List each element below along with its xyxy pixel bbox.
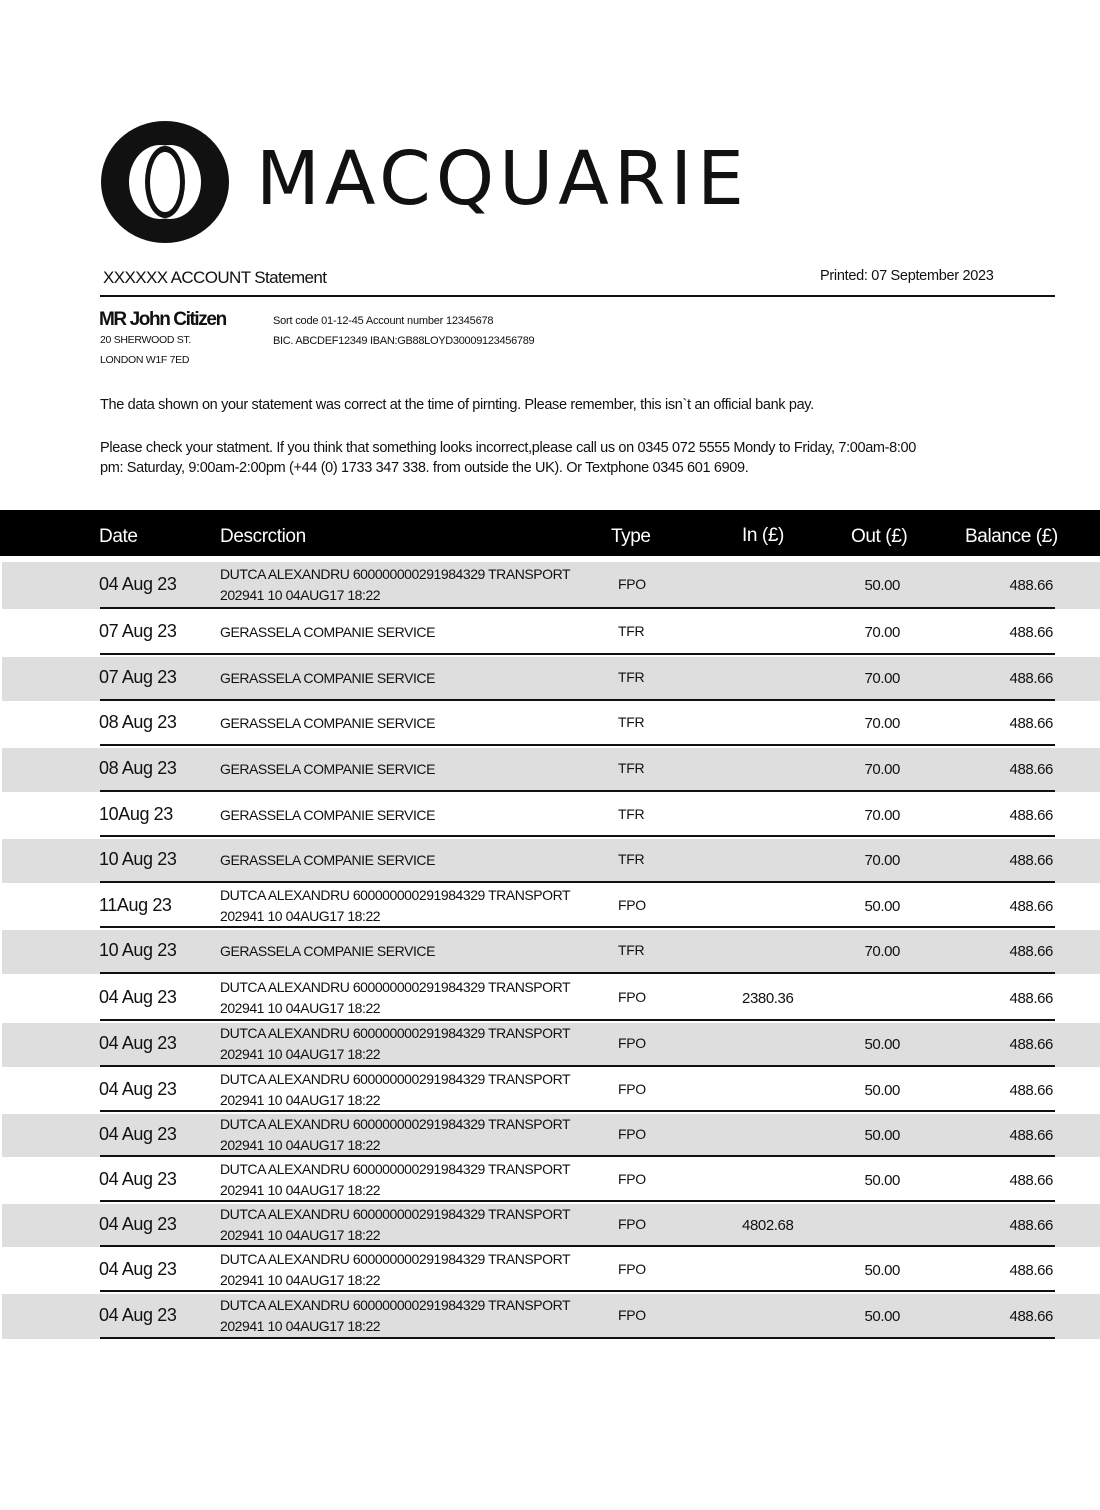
account-details: Sort code 01-12-45 Account number 12345678 [273,315,494,327]
transaction-type: FPO [618,1171,646,1187]
row-divider [100,1245,1055,1247]
table-row [0,930,1100,974]
row-divider [100,1200,1055,1202]
transaction-description [220,885,570,927]
balance: 488.66 [1009,624,1053,641]
amount-out: 50.00 [864,1082,900,1099]
balance: 488.66 [1009,1308,1053,1325]
transaction-description [220,850,435,871]
transaction-type: FPO [618,989,646,1005]
transaction-date: 04 Aug 23 [99,1214,177,1234]
balance: 488.66 [1009,1127,1053,1144]
table-row [0,1069,1100,1112]
bank-logo [100,120,749,245]
transaction-description [220,1249,570,1291]
header-date: Date [99,526,138,547]
row-divider [100,1110,1055,1112]
balance: 488.66 [1009,1217,1053,1234]
description-line-2: 202941 10 04AUG17 18:22 [220,1046,381,1062]
table-row [0,1114,1100,1157]
transaction-date: 04 Aug 23 [99,1124,177,1144]
description-line-1: GERASSELA COMPANIE SERVICE [220,670,435,686]
transaction-type: FPO [618,1216,646,1232]
transaction-description [220,1114,570,1156]
transaction-date: 04 Aug 23 [99,1033,177,1053]
balance: 488.66 [1009,807,1053,824]
transaction-description [220,759,435,780]
transaction-type: FPO [618,1307,646,1323]
balance: 488.66 [1009,1262,1053,1279]
amount-in: 2380.36 [742,990,794,1007]
row-divider [100,653,1055,655]
amount-out: 50.00 [864,1036,900,1053]
description-line-1: DUTCA ALEXANDRU 600000000291984329 TRANSPORT [220,1161,571,1177]
balance: 488.66 [1009,943,1053,960]
transaction-description [220,668,435,689]
amount-in: 4802.68 [742,1217,794,1234]
table-row [0,1159,1100,1202]
row-divider [100,607,1055,609]
transaction-date: 08 Aug 23 [99,758,177,778]
description-line-1: DUTCA ALEXANDRU 600000000291984329 TRANSPORT [220,1116,571,1132]
transaction-date: 04 Aug 23 [99,1169,177,1189]
printed-date: Printed: 07 September 2023 [820,268,994,284]
transaction-date: 08 Aug 23 [99,712,177,732]
description-line-1: GERASSELA COMPANIE SERVICE [220,807,435,823]
transaction-description [220,1069,570,1111]
transaction-description [220,977,570,1019]
transaction-type: FPO [618,1081,646,1097]
transaction-type: FPO [618,576,646,592]
transaction-type: FPO [618,1126,646,1142]
table-row [0,611,1100,655]
description-line-2: 202941 10 04AUG17 18:22 [220,1000,381,1016]
balance: 488.66 [1009,1172,1053,1189]
amount-out: 70.00 [864,624,900,641]
transaction-description [220,805,435,826]
amount-out: 70.00 [864,852,900,869]
amount-out: 50.00 [864,1262,900,1279]
row-divider [100,1019,1055,1021]
transaction-description [220,1204,570,1246]
table-row [0,976,1100,1021]
bic-iban-details: BIC. ABCDEF12349 IBAN:GB88LOYD30009123456789 [273,335,535,347]
transaction-type: TFR [618,760,645,776]
balance: 488.66 [1009,761,1053,778]
balance: 488.66 [1009,1036,1053,1053]
transaction-description [220,941,435,962]
transaction-date: 07 Aug 23 [99,621,177,641]
transaction-description [220,622,435,643]
header-out: Out (£) [851,526,908,547]
table-row [0,1294,1100,1339]
transaction-date: 10Aug 23 [99,804,173,824]
amount-out: 50.00 [864,1308,900,1325]
transaction-date: 04 Aug 23 [99,1259,177,1279]
customer-name: MR John Citizen [99,309,226,330]
transaction-date: 04 Aug 23 [99,1079,177,1099]
balance: 488.66 [1009,1082,1053,1099]
transaction-description [220,713,435,734]
row-divider [100,972,1055,974]
table-row [0,885,1100,928]
transaction-type: FPO [618,1035,646,1051]
row-divider [100,835,1055,837]
balance: 488.66 [1009,852,1053,869]
row-divider [100,926,1055,928]
bank-wordmark: MACQUARIE [256,136,749,222]
description-line-1: DUTCA ALEXANDRU 600000000291984329 TRANSPORT [220,1297,571,1313]
transaction-type: FPO [618,1261,646,1277]
transaction-type: TFR [618,806,645,822]
description-line-2: 202941 10 04AUG17 18:22 [220,1092,381,1108]
row-divider [100,1290,1055,1292]
description-line-2: 202941 10 04AUG17 18:22 [220,1272,381,1288]
transactions-table-header [0,510,1100,556]
description-line-1: GERASSELA COMPANIE SERVICE [220,624,435,640]
balance: 488.66 [1009,715,1053,732]
transaction-description [220,564,570,606]
header-divider [100,295,1055,297]
description-line-1: DUTCA ALEXANDRU 600000000291984329 TRANSPORT [220,1251,571,1267]
balance: 488.66 [1009,577,1053,594]
transaction-date: 04 Aug 23 [99,574,177,594]
amount-out: 70.00 [864,715,900,732]
description-line-1: DUTCA ALEXANDRU 600000000291984329 TRANSPORT [220,1206,571,1222]
description-line-2: 202941 10 04AUG17 18:22 [220,1227,381,1243]
table-row [0,1023,1100,1067]
description-line-2: 202941 10 04AUG17 18:22 [220,1137,381,1153]
description-line-1: GERASSELA COMPANIE SERVICE [220,852,435,868]
row-divider [100,881,1055,883]
table-row [0,657,1100,701]
row-divider [100,1155,1055,1157]
amount-out: 70.00 [864,761,900,778]
description-line-1: DUTCA ALEXANDRU 600000000291984329 TRANSPORT [220,979,571,995]
transaction-date: 10 Aug 23 [99,849,177,869]
table-row [0,702,1100,746]
row-divider [100,744,1055,746]
amount-out: 70.00 [864,943,900,960]
amount-out: 50.00 [864,577,900,594]
transaction-type: TFR [618,623,645,639]
transaction-type: TFR [618,669,645,685]
table-row [0,839,1100,883]
description-line-2: 202941 10 04AUG17 18:22 [220,908,381,924]
row-divider [100,1065,1055,1067]
transaction-date: 10 Aug 23 [99,940,177,960]
table-row [0,748,1100,792]
row-divider [100,1337,1055,1339]
description-line-1: DUTCA ALEXANDRU 600000000291984329 TRANSPORT [220,566,571,582]
address-line-1: 20 SHERWOOD ST. [100,334,191,346]
balance: 488.66 [1009,670,1053,687]
macquarie-holey-dollar-icon [100,120,230,244]
transaction-date: 04 Aug 23 [99,1305,177,1325]
row-divider [100,790,1055,792]
description-line-1: DUTCA ALEXANDRU 600000000291984329 TRANSPORT [220,887,571,903]
transaction-date: 04 Aug 23 [99,987,177,1007]
description-line-1: DUTCA ALEXANDRU 600000000291984329 TRANSPORT [220,1025,571,1041]
transaction-type: TFR [618,851,645,867]
amount-out: 70.00 [864,670,900,687]
description-line-1: GERASSELA COMPANIE SERVICE [220,761,435,777]
transaction-type: TFR [618,714,645,730]
description-line-2: 202941 10 04AUG17 18:22 [220,1182,381,1198]
description-line-2: 202941 10 04AUG17 18:22 [220,1318,381,1334]
transaction-type: TFR [618,942,645,958]
table-row [0,1204,1100,1247]
balance: 488.66 [1009,898,1053,915]
row-divider [100,699,1055,701]
description-line-1: DUTCA ALEXANDRU 600000000291984329 TRANSPORT [220,1071,571,1087]
table-row [0,562,1100,609]
accuracy-note: The data shown on your statement was correct at the time of pirnting. Please remember, this isn`t an official bank pay. [100,397,814,413]
description-line-2: 202941 10 04AUG17 18:22 [220,587,381,603]
transaction-date: 11Aug 23 [99,895,172,915]
balance: 488.66 [1009,990,1053,1007]
statement-title: XXXXXX ACCOUNT Statement [103,268,327,287]
transaction-date: 07 Aug 23 [99,667,177,687]
header-in: In (£) [742,525,784,546]
header-balance: Balance (£) [965,526,1058,547]
transaction-description [220,1159,570,1201]
transaction-description [220,1295,570,1337]
amount-out: 50.00 [864,1127,900,1144]
description-line-1: GERASSELA COMPANIE SERVICE [220,715,435,731]
amount-out: 70.00 [864,807,900,824]
header-description: Descrction [220,526,306,547]
amount-out: 50.00 [864,898,900,915]
table-row [0,794,1100,837]
contact-note: Please check your statment. If you think that something looks incorrect,please call us on 0345 072 5555 Mondy to Friday, 7:00am-8:00 pm: Saturday, 9:00am-2:00pm (+44 (0) 1733 347 338. from outside the UK). Or Textphone 0345 601 6909. [100,440,916,476]
amount-out: 50.00 [864,1172,900,1189]
address-line-2: LONDON W1F 7ED [100,354,190,366]
transaction-description [220,1023,570,1065]
table-row [0,1249,1100,1292]
transaction-type: FPO [618,897,646,913]
description-line-1: GERASSELA COMPANIE SERVICE [220,943,435,959]
header-type: Type [611,526,651,547]
